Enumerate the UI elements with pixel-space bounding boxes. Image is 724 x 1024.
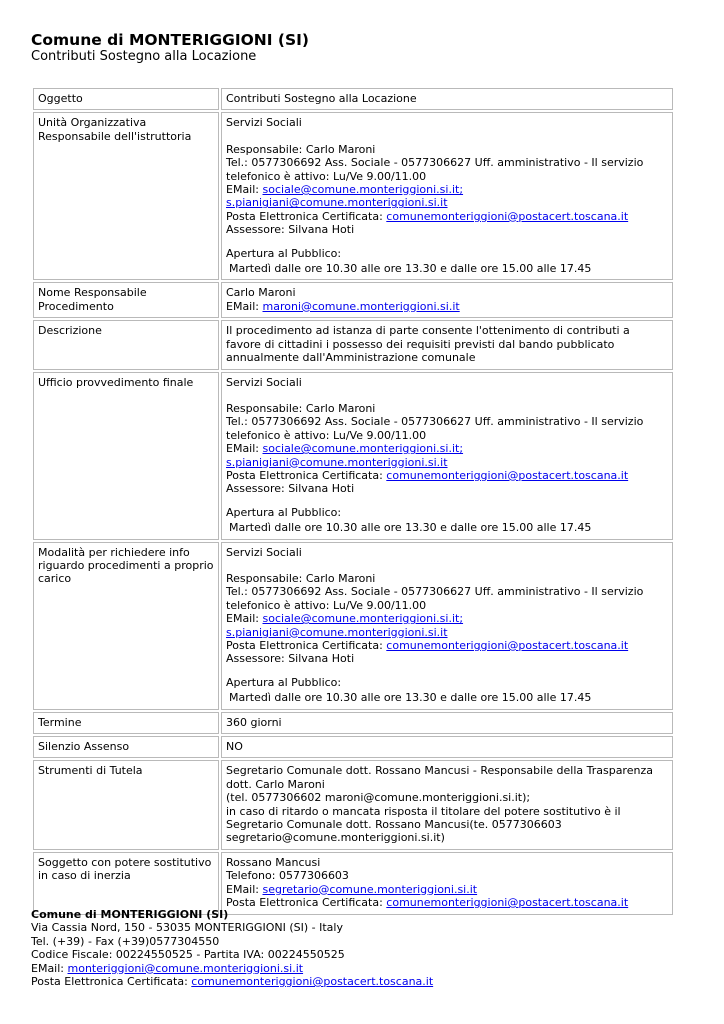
procedure-table — [31, 86, 675, 917]
assessore-text: Assessore: Silvana Hoti — [226, 223, 355, 237]
footer-telephone: Tel. (+39) - Fax (+39)0577304550 — [31, 934, 220, 948]
responsabile-name: Carlo Maroni — [226, 286, 296, 300]
pec-label: Posta Elettronica Certificata: — [226, 468, 383, 482]
footer-pec-line — [31, 975, 433, 988]
email-link-pianigiani[interactable]: s.pianigiani@comune.monteriggioni.si.it — [226, 455, 448, 469]
email-link-pianigiani[interactable]: s.pianigiani@comune.monteriggioni.si.it — [226, 196, 448, 210]
email-link-sociale[interactable]: sociale@comune.monteriggioni.si.it; — [262, 183, 464, 197]
row-value — [221, 372, 673, 540]
pec-link[interactable]: comunemonteriggioni@postacert.toscana.it — [386, 896, 629, 910]
pec-link[interactable]: comunemonteriggioni@postacert.toscana.it — [386, 468, 629, 482]
page-title: Comune di MONTERIGGIONI (SI) — [31, 31, 310, 49]
office-name: Servizi Sociali — [226, 116, 302, 130]
email-link-segretario[interactable]: segretario@comune.monteriggioni.si.it — [262, 882, 478, 896]
orari-text: Martedì dalle ore 10.30 alle ore 13.30 e dalle ore 15.00 alle 17.45 — [229, 521, 592, 535]
responsabile-text: Responsabile: Carlo Maroni — [226, 571, 376, 585]
telephone-text: Tel.: 0577306692 Ass. Sociale - 0577306627 Uff. amministrativo - Il servizio telefonico è attivo: Lu/Ve 9.00/11.00 — [226, 156, 644, 183]
row-value: 360 giorni — [221, 712, 673, 734]
soggetto-name: Rossano Mancusi — [226, 855, 321, 869]
office-name: Servizi Sociali — [226, 545, 302, 559]
soggetto-phone: Telefono: 0577306603 — [226, 869, 349, 883]
row-label: Nome Responsabile Procedimento — [33, 282, 219, 318]
row-value: Il procedimento ad istanza di parte consente l'ottenimento di contributi a favore di cittadini i possesso dei requisiti previsti dal bando pubblicato annualmente dall'Amministrazione comunale — [221, 320, 673, 369]
row-label: Descrizione — [33, 320, 219, 369]
email-link-sociale[interactable]: sociale@comune.monteriggioni.si.it; — [262, 442, 464, 456]
email-line — [226, 300, 668, 313]
row-label: Termine — [33, 712, 219, 734]
row-value — [221, 760, 673, 849]
footer-email-link[interactable]: monteriggioni@comune.monteriggioni.si.it — [67, 961, 304, 975]
email-label: EMail: — [226, 882, 259, 896]
apertura-label: Apertura al Pubblico: — [226, 675, 342, 689]
pec-line — [226, 210, 668, 223]
row-value — [221, 282, 673, 318]
email-link-pianigiani[interactable]: s.pianigiani@comune.monteriggioni.si.it — [226, 625, 448, 639]
page-footer — [31, 908, 433, 988]
page-header — [31, 31, 309, 65]
row-value: NO — [221, 736, 673, 758]
email-line-2 — [226, 196, 668, 209]
row-label: Modalità per richiedere info riguardo procedimenti a proprio carico — [33, 542, 219, 710]
table-row-descrizione — [33, 320, 673, 369]
page-subtitle: Contributi Sostegno alla Locazione — [31, 49, 257, 64]
pec-link[interactable]: comunemonteriggioni@postacert.toscana.it — [386, 209, 629, 223]
row-value — [221, 852, 673, 915]
responsabile-text: Responsabile: Carlo Maroni — [226, 142, 376, 156]
footer-tax-codes: Codice Fiscale: 00224550525 - Partita IVA: 00224550525 — [31, 948, 345, 962]
email-label: EMail: — [226, 612, 259, 626]
row-value — [221, 112, 673, 280]
row-label: Strumenti di Tutela — [33, 760, 219, 849]
table-row-oggetto — [33, 88, 673, 110]
telephone-text: Tel.: 0577306692 Ass. Sociale - 0577306627 Uff. amministrativo - Il servizio telefonico è attivo: Lu/Ve 9.00/11.00 — [226, 415, 644, 442]
email-line-2 — [226, 456, 668, 469]
email-label: EMail: — [226, 183, 259, 197]
row-label: Silenzio Assenso — [33, 736, 219, 758]
pec-label: Posta Elettronica Certificata: — [31, 975, 188, 989]
table-row-unita — [33, 112, 673, 280]
table-row-modalita — [33, 542, 673, 710]
telephone-text: Tel.: 0577306692 Ass. Sociale - 0577306627 Uff. amministrativo - Il servizio telefonico è attivo: Lu/Ve 9.00/11.00 — [226, 585, 644, 612]
apertura-label: Apertura al Pubblico: — [226, 505, 342, 519]
orari-text: Martedì dalle ore 10.30 alle ore 13.30 e dalle ore 15.00 alle 17.45 — [229, 691, 592, 705]
row-value — [221, 542, 673, 710]
email-label: EMail: — [31, 961, 64, 975]
email-label: EMail: — [226, 299, 259, 313]
row-label: Soggetto con potere sostitutivo in caso di inerzia — [33, 852, 219, 915]
table-row-termine — [33, 712, 673, 734]
table-row-nome-responsabile — [33, 282, 673, 318]
pec-label: Posta Elettronica Certificata: — [226, 639, 383, 652]
email-line-2 — [226, 626, 668, 639]
pec-line — [226, 469, 668, 482]
footer-entity-name: Comune di MONTERIGGIONI (SI) — [31, 908, 229, 921]
tutela-line-3: in caso di ritardo o mancata risposta il titolare del potere sostitutivo è il Segretario Comunale dott. Rossano Mancusi(te. 0577306603 segretario@comune.monteriggioni.si.it) — [226, 804, 621, 845]
table-row-strumenti — [33, 760, 673, 849]
email-line — [226, 183, 668, 196]
row-label: Ufficio provvedimento finale — [33, 372, 219, 540]
email-line — [226, 612, 668, 625]
responsabile-text: Responsabile: Carlo Maroni — [226, 401, 376, 415]
apertura-label: Apertura al Pubblico: — [226, 246, 342, 260]
office-name: Servizi Sociali — [226, 375, 302, 389]
table-row-ufficio — [33, 372, 673, 540]
row-value: Contributi Sostegno alla Locazione — [221, 88, 673, 110]
table-row-silenzio-assenso — [33, 736, 673, 758]
email-link-maroni[interactable]: maroni@comune.monteriggioni.si.it — [262, 299, 460, 313]
pec-label: Posta Elettronica Certificata: — [226, 896, 383, 910]
assessore-text: Assessore: Silvana Hoti — [226, 482, 355, 496]
email-line — [226, 442, 668, 455]
table-row-soggetto — [33, 852, 673, 915]
orari-text: Martedì dalle ore 10.30 alle ore 13.30 e dalle ore 15.00 alle 17.45 — [229, 262, 592, 276]
row-label: Unità Organizzativa Responsabile dell'istruttoria — [33, 112, 219, 280]
pec-label: Posta Elettronica Certificata: — [226, 209, 383, 223]
assessore-text: Assessore: Silvana Hoti — [226, 652, 355, 666]
tutela-line-2: (tel. 0577306602 maroni@comune.monteriggioni.si.it); — [226, 791, 531, 805]
footer-email-line — [31, 962, 433, 975]
email-label: EMail: — [226, 442, 259, 456]
footer-address: Via Cassia Nord, 150 - 53035 MONTERIGGIONI (SI) - Italy — [31, 921, 343, 935]
pec-link[interactable]: comunemonteriggioni@postacert.toscana.it — [386, 639, 629, 652]
tutela-line-1: Segretario Comunale dott. Rossano Mancusi - Responsabile della Trasparenza dott. Carlo Maroni — [226, 764, 653, 791]
email-line — [226, 883, 668, 896]
email-link-sociale[interactable]: sociale@comune.monteriggioni.si.it; — [262, 612, 464, 626]
footer-pec-link[interactable]: comunemonteriggioni@postacert.toscana.it — [191, 975, 434, 989]
pec-line — [226, 639, 668, 652]
row-label: Oggetto — [33, 88, 219, 110]
